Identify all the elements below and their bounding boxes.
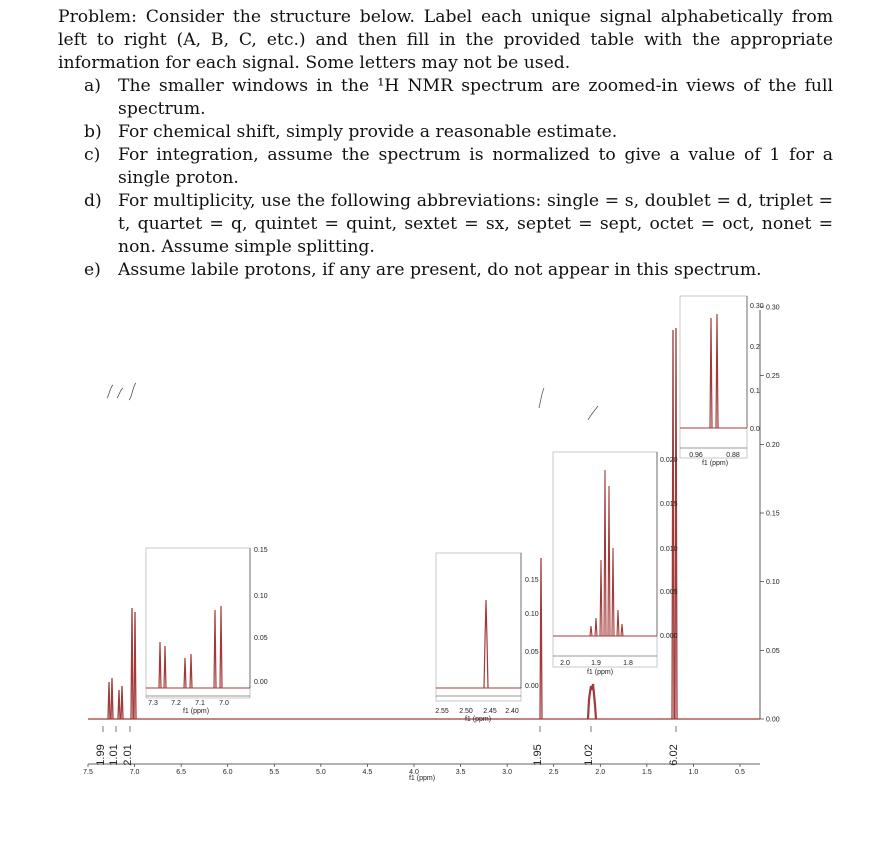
integration-curve bbox=[117, 388, 123, 398]
integration-value: 2.01 bbox=[122, 744, 134, 766]
y-tick-label: 0.00 bbox=[766, 716, 780, 724]
inset-y-tick: 0.020 bbox=[660, 457, 678, 464]
inset-tick: 2.0 bbox=[560, 660, 570, 667]
inset-x-label: f1 (ppm) bbox=[586, 669, 614, 676]
x-tick-label: 6.5 bbox=[176, 769, 187, 776]
peak-aromatic-c bbox=[131, 608, 136, 719]
y-tick-label: 0.05 bbox=[766, 647, 780, 655]
inset-y-tick: 0.0 bbox=[750, 426, 760, 433]
x-tick-label: 1.0 bbox=[688, 769, 699, 776]
instruction-label: d) bbox=[84, 191, 102, 211]
y-tick-label: 0.30 bbox=[766, 304, 780, 312]
x-tick-label: 3.0 bbox=[502, 769, 513, 776]
instruction-label: e) bbox=[84, 260, 101, 280]
y-tick-label: 0.10 bbox=[766, 579, 780, 587]
x-tick-label: 0.5 bbox=[735, 769, 745, 776]
peak-aromatic-a bbox=[108, 678, 113, 719]
x-tick-label: 6.0 bbox=[222, 769, 233, 776]
inset-multiplet bbox=[553, 452, 678, 676]
x-tick-label: 5.0 bbox=[315, 769, 326, 776]
inset-y-tick: 0.30 bbox=[750, 303, 764, 310]
inset-y-tick: 0.015 bbox=[660, 501, 678, 508]
integration-curve bbox=[588, 406, 598, 420]
inset-y-tick: 0.005 bbox=[660, 589, 678, 596]
inset-tick: 7.3 bbox=[148, 700, 158, 707]
inset-y-tick: 0.00 bbox=[525, 683, 539, 690]
inset-y-tick: 0.05 bbox=[525, 649, 539, 656]
instruction-text: For multiplicity, use the following abbreviations: single = s, doublet = d, triplet = t, quartet = q, quintet = quint, sextet = sx, septet = sept, octet = oct, nonet = non. Assume simple splitting. bbox=[118, 191, 833, 257]
inset-singlet bbox=[435, 553, 539, 723]
inset-tick: 2.55 bbox=[435, 708, 449, 715]
inset-x-label: f1 (ppm) bbox=[464, 716, 492, 723]
inset-tick: 1.8 bbox=[623, 660, 633, 667]
inset-tick: 2.50 bbox=[459, 708, 473, 715]
integration-labels bbox=[95, 726, 680, 766]
y-tick-label: 0.25 bbox=[766, 373, 780, 381]
x-tick-label: 7.5 bbox=[83, 769, 93, 776]
integration-value: 1.01 bbox=[108, 744, 120, 766]
inset-x-label: f1 (ppm) bbox=[182, 708, 210, 715]
inset-y-tick: 0.010 bbox=[660, 546, 678, 553]
inset-y-tick: 0.05 bbox=[254, 635, 268, 642]
x-tick-label: 7.0 bbox=[129, 769, 140, 776]
inset-x-label: f1 (ppm) bbox=[701, 460, 729, 467]
integration-value: 1.99 bbox=[95, 744, 107, 766]
inset-tick: 7.0 bbox=[219, 700, 229, 707]
inset-tick: 7.1 bbox=[195, 700, 205, 707]
instruction-label: c) bbox=[84, 145, 101, 165]
inset-y-tick: 0.00 bbox=[254, 679, 268, 686]
inset-tick: 2.40 bbox=[505, 708, 519, 715]
inset-doublet bbox=[680, 296, 764, 467]
instruction-text: For chemical shift, simply provide a reasonable estimate. bbox=[118, 122, 618, 142]
inset-tick: 1.9 bbox=[591, 660, 601, 667]
inset-y-tick: 0.15 bbox=[525, 577, 539, 584]
inset-aromatic bbox=[146, 547, 268, 715]
inset-y-tick: 0.000 bbox=[660, 633, 678, 640]
x-tick-label: 5.5 bbox=[269, 769, 280, 776]
x-tick-label: 4.5 bbox=[362, 769, 373, 776]
instruction-text: The smaller windows in the ¹H NMR spectrum are zoomed-in views of the full spectrum. bbox=[118, 76, 833, 119]
integration-curve bbox=[107, 385, 113, 398]
inset-tick: 7.2 bbox=[171, 700, 181, 707]
peak-doublet bbox=[672, 328, 677, 719]
inset-y-tick: 0.15 bbox=[254, 547, 268, 554]
y-axis-ticks bbox=[760, 305, 780, 724]
inset-y-tick: 0.10 bbox=[525, 611, 539, 618]
inset-y-tick: 0.2 bbox=[750, 344, 760, 351]
x-tick-label: 2.5 bbox=[548, 769, 559, 776]
peak-methyl-singlet bbox=[540, 558, 542, 719]
integration-curves bbox=[107, 383, 598, 420]
integration-value: 1.95 bbox=[532, 744, 544, 766]
x-tick-label: 2.0 bbox=[595, 769, 606, 776]
integration-value: 6.02 bbox=[668, 744, 680, 766]
integration-value: 1.02 bbox=[583, 744, 595, 766]
instruction-label: a) bbox=[84, 76, 101, 96]
integration-curve bbox=[129, 383, 136, 400]
y-tick-label: 0.20 bbox=[766, 441, 780, 449]
peak-multiplet bbox=[588, 684, 596, 719]
instruction-text: Assume labile protons, if any are present, do not appear in this spectrum. bbox=[118, 260, 762, 280]
instruction-label: b) bbox=[84, 122, 102, 142]
problem-intro: Problem: Consider the structure below. Label each unique signal alphabetically from left to right (A, B, C, etc.) and then fill in the provided table with the appropriate information for each signal. Some letters may not be used. bbox=[58, 7, 833, 73]
y-tick-label: 0.15 bbox=[766, 510, 780, 518]
x-axis-label: f1 (ppm) bbox=[408, 775, 436, 782]
x-tick-label: 3.5 bbox=[455, 769, 466, 776]
integration-curve bbox=[539, 388, 544, 408]
x-tick-label: 4.0 bbox=[409, 769, 419, 776]
inset-y-tick: 0.1 bbox=[750, 388, 760, 395]
inset-tick: 0.88 bbox=[726, 452, 740, 459]
inset-tick: 2.45 bbox=[483, 708, 497, 715]
instruction-text: For integration, assume the spectrum is normalized to give a value of 1 for a single proton. bbox=[118, 145, 833, 188]
peak-aromatic-b bbox=[118, 686, 123, 719]
x-tick-label: 1.5 bbox=[641, 769, 652, 776]
integration-brackets bbox=[103, 726, 676, 732]
inset-y-tick: 0.10 bbox=[254, 593, 268, 600]
inset-tick: 0.96 bbox=[689, 452, 703, 459]
